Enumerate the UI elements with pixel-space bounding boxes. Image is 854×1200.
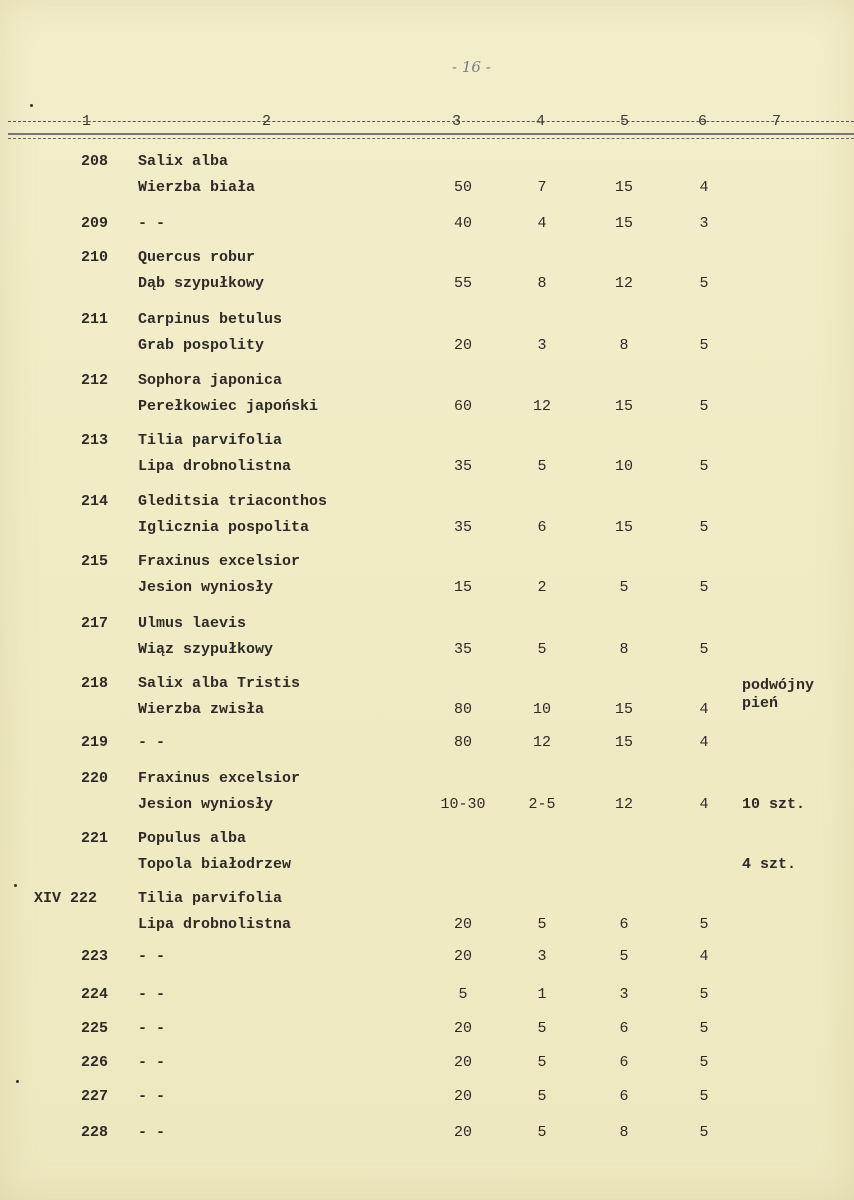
value-col-5: 12	[614, 796, 633, 813]
species-latin-name: Tilia parvifolia	[138, 890, 283, 907]
value-col-4: 2-5	[528, 796, 556, 813]
species-latin-name: - -	[138, 986, 166, 1003]
value-col-6: 3	[699, 215, 709, 232]
value-col-4: 5	[537, 1020, 547, 1037]
value-col-3: 15	[453, 579, 472, 596]
column-header-3: 3	[452, 113, 462, 130]
value-col-4: 8	[537, 275, 547, 292]
value-col-6: 5	[699, 916, 709, 933]
row-number: 226	[80, 1054, 108, 1071]
species-latin-name: - -	[138, 948, 166, 965]
value-col-4: 5	[537, 916, 547, 933]
species-latin-name: - -	[138, 1020, 166, 1037]
value-col-6: 4	[699, 796, 709, 813]
species-latin-name: Carpinus betulus	[138, 311, 283, 328]
species-latin-name: Populus alba	[138, 830, 247, 847]
value-col-5: 8	[619, 337, 629, 354]
remark: 4 szt.	[742, 856, 797, 873]
value-col-5: 15	[614, 179, 633, 196]
value-col-6: 4	[699, 701, 709, 718]
page-number: - 16 -	[452, 58, 491, 76]
remark: 10 szt.	[742, 796, 806, 813]
value-col-3: 35	[453, 458, 472, 475]
value-col-3: 20	[453, 337, 472, 354]
species-polish-name: Lipa drobnolistna	[138, 916, 292, 933]
column-header-4: 4	[536, 113, 546, 130]
value-col-4: 1	[537, 986, 547, 1003]
row-number: 211	[80, 311, 108, 328]
value-col-4: 6	[537, 519, 547, 536]
species-latin-name: Salix alba Tristis	[138, 675, 301, 692]
species-latin-name: - -	[138, 215, 166, 232]
value-col-4: 5	[537, 1124, 547, 1141]
value-col-5: 6	[619, 1020, 629, 1037]
row-number: 213	[80, 432, 108, 449]
value-col-6: 4	[699, 179, 709, 196]
value-col-5: 8	[619, 1124, 629, 1141]
value-col-6: 5	[699, 986, 709, 1003]
species-polish-name: Wiąz szypułkowy	[138, 641, 274, 658]
value-col-4: 5	[537, 641, 547, 658]
value-col-4: 5	[537, 1054, 547, 1071]
value-col-3: 60	[453, 398, 472, 415]
row-number: 219	[80, 734, 108, 751]
species-polish-name: Grab pospolity	[138, 337, 265, 354]
row-number: 215	[80, 553, 108, 570]
row-number: 224	[80, 986, 108, 1003]
species-latin-name: Gleditsia triaconthos	[138, 493, 328, 510]
row-number: 209	[80, 215, 108, 232]
row-number: 212	[80, 372, 108, 389]
row-number: 220	[80, 770, 108, 787]
value-col-5: 3	[619, 986, 629, 1003]
value-col-3: 5	[458, 986, 468, 1003]
value-col-3: 80	[453, 734, 472, 751]
paper-speck	[30, 104, 33, 107]
value-col-6: 5	[699, 1124, 709, 1141]
row-number: 223	[80, 948, 108, 965]
value-col-5: 8	[619, 641, 629, 658]
value-col-5: 6	[619, 1054, 629, 1071]
species-latin-name: Fraxinus excelsior	[138, 770, 301, 787]
value-col-3: 80	[453, 701, 472, 718]
header-rule-top	[8, 121, 854, 122]
value-col-4: 4	[537, 215, 547, 232]
value-col-4: 12	[532, 398, 551, 415]
row-number: 217	[80, 615, 108, 632]
species-latin-name: Ulmus laevis	[138, 615, 247, 632]
species-latin-name: - -	[138, 1088, 166, 1105]
value-col-5: 5	[619, 948, 629, 965]
value-col-6: 5	[699, 1054, 709, 1071]
value-col-6: 5	[699, 275, 709, 292]
value-col-3: 50	[453, 179, 472, 196]
value-col-4: 7	[537, 179, 547, 196]
value-col-5: 5	[619, 579, 629, 596]
value-col-5: 15	[614, 734, 633, 751]
species-latin-name: - -	[138, 1124, 166, 1141]
value-col-6: 4	[699, 948, 709, 965]
value-col-4: 5	[537, 1088, 547, 1105]
species-polish-name: Dąb szypułkowy	[138, 275, 265, 292]
paper-speck	[14, 884, 17, 887]
species-polish-name: Topola białodrzew	[138, 856, 292, 873]
value-col-3: 35	[453, 641, 472, 658]
value-col-4: 3	[537, 337, 547, 354]
value-col-6: 5	[699, 337, 709, 354]
value-col-6: 5	[699, 1020, 709, 1037]
column-header-7: 7	[772, 113, 782, 130]
header-rule-bottom	[8, 133, 854, 135]
row-number: 214	[80, 493, 108, 510]
value-col-4: 3	[537, 948, 547, 965]
value-col-6: 5	[699, 641, 709, 658]
value-col-3: 20	[453, 1020, 472, 1037]
column-header-1: 1	[82, 113, 92, 130]
value-col-4: 10	[532, 701, 551, 718]
row-number: 221	[80, 830, 108, 847]
value-col-3: 35	[453, 519, 472, 536]
species-polish-name: Iglicznia pospolita	[138, 519, 310, 536]
value-col-6: 4	[699, 734, 709, 751]
value-col-3: 10-30	[440, 796, 486, 813]
paper-speck	[16, 1080, 19, 1083]
value-col-3: 20	[453, 1088, 472, 1105]
row-number: XIV 222	[34, 890, 98, 907]
species-latin-name: Sophora japonica	[138, 372, 283, 389]
value-col-3: 20	[453, 948, 472, 965]
species-polish-name: Jesion wyniosły	[138, 579, 274, 596]
species-latin-name: - -	[138, 734, 166, 751]
value-col-4: 2	[537, 579, 547, 596]
row-number: 208	[80, 153, 108, 170]
value-col-3: 20	[453, 1054, 472, 1071]
value-col-5: 10	[614, 458, 633, 475]
remark: podwójny pień	[742, 677, 815, 712]
value-col-6: 5	[699, 579, 709, 596]
value-col-5: 15	[614, 701, 633, 718]
value-col-6: 5	[699, 1088, 709, 1105]
species-latin-name: Tilia parvifolia	[138, 432, 283, 449]
species-polish-name: Perełkowiec japoński	[138, 398, 319, 415]
species-latin-name: Salix alba	[138, 153, 229, 170]
value-col-3: 20	[453, 916, 472, 933]
column-header-6: 6	[698, 113, 708, 130]
species-polish-name: Jesion wyniosły	[138, 796, 274, 813]
column-header-5: 5	[620, 113, 630, 130]
species-polish-name: Wierzba biała	[138, 179, 256, 196]
value-col-6: 5	[699, 398, 709, 415]
value-col-5: 6	[619, 916, 629, 933]
value-col-5: 15	[614, 398, 633, 415]
species-latin-name: Quercus robur	[138, 249, 256, 266]
row-number: 210	[80, 249, 108, 266]
species-latin-name: - -	[138, 1054, 166, 1071]
value-col-5: 15	[614, 215, 633, 232]
header-rule-double	[8, 138, 854, 139]
row-number: 218	[80, 675, 108, 692]
species-polish-name: Wierzba zwisła	[138, 701, 265, 718]
value-col-5: 15	[614, 519, 633, 536]
value-col-3: 40	[453, 215, 472, 232]
value-col-5: 12	[614, 275, 633, 292]
value-col-6: 5	[699, 458, 709, 475]
value-col-6: 5	[699, 519, 709, 536]
value-col-3: 55	[453, 275, 472, 292]
value-col-5: 6	[619, 1088, 629, 1105]
species-polish-name: Lipa drobnolistna	[138, 458, 292, 475]
column-header-2: 2	[262, 113, 272, 130]
value-col-4: 12	[532, 734, 551, 751]
value-col-4: 5	[537, 458, 547, 475]
row-number: 225	[80, 1020, 108, 1037]
row-number: 227	[80, 1088, 108, 1105]
value-col-3: 20	[453, 1124, 472, 1141]
species-latin-name: Fraxinus excelsior	[138, 553, 301, 570]
row-number: 228	[80, 1124, 108, 1141]
